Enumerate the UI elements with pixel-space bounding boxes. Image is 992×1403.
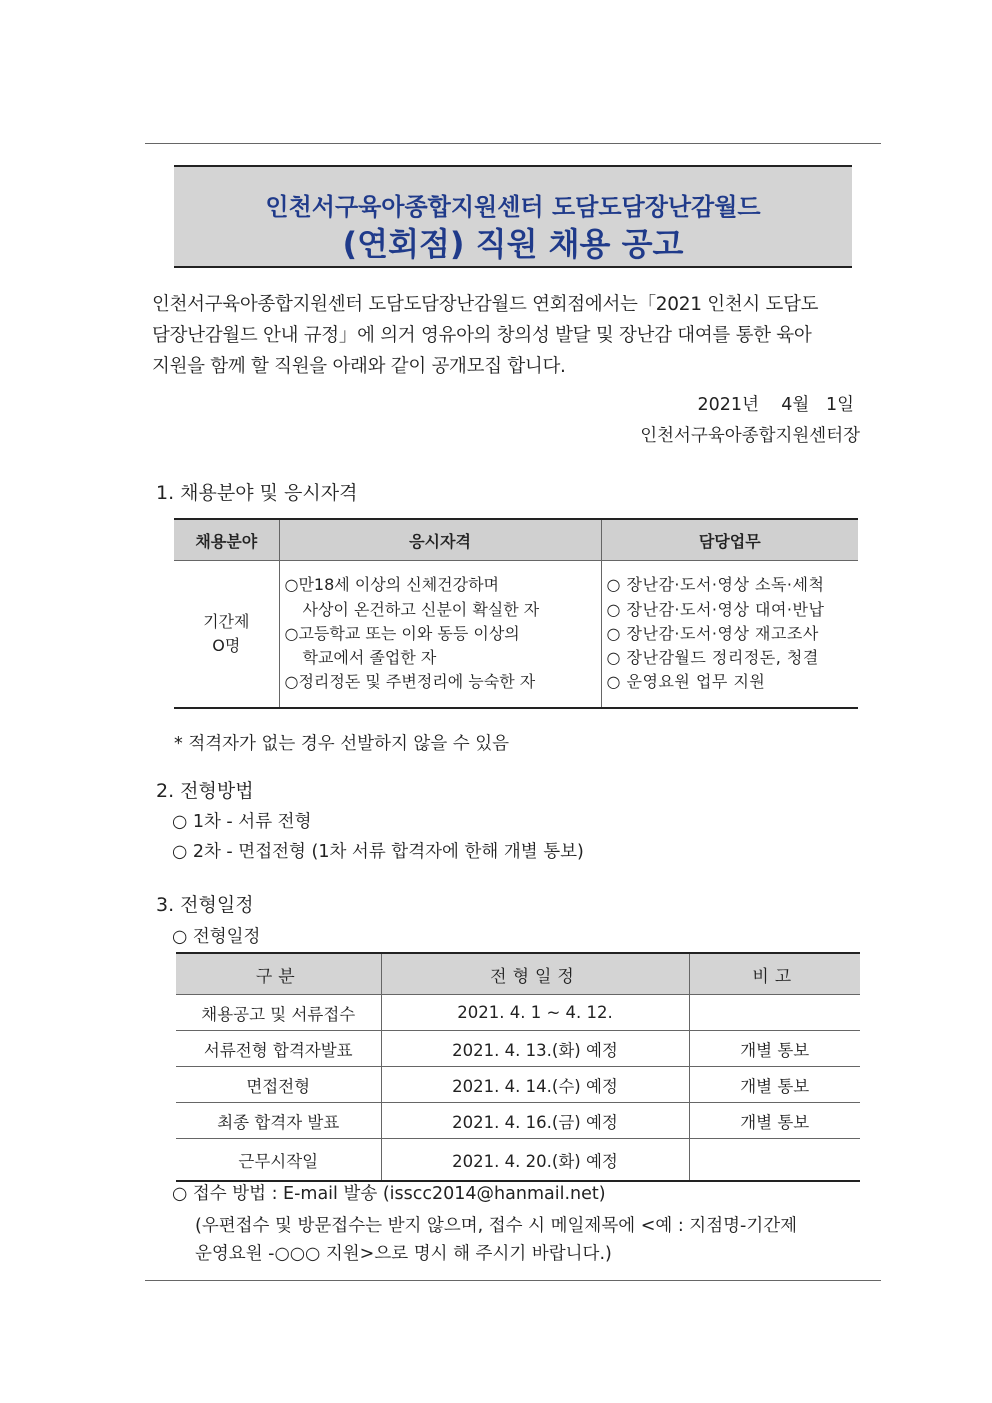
qualification-note: * 적격자가 없는 경우 선발하지 않을 수 있음 (174, 734, 510, 754)
submission-note-line: 운영요원 -○○○ 지원>으로 명시 해 주시기 바랍니다.) (195, 1244, 612, 1264)
table-row (176, 1139, 860, 1182)
duty-line: ○ 장난감·도서·영상 소독·세척 (606, 575, 825, 595)
row-date: 2021. 4. 1 ~ 4. 12. (381, 995, 689, 1031)
row-item: 면접전형 (176, 1067, 381, 1103)
issuer: 인천서구육아종합지원센터장 (640, 426, 860, 446)
category-type: 기간제 (203, 612, 250, 631)
bottom-rule (145, 1280, 881, 1281)
qualification-table (174, 518, 858, 709)
header-category: 채용분야 (174, 519, 279, 561)
row-item: 서류전형 합격자발표 (176, 1031, 381, 1067)
row-item: 채용공고 및 서류접수 (176, 995, 381, 1031)
table-row (176, 1067, 860, 1103)
section2-heading: 2. 전형방법 (156, 780, 254, 802)
qualification-line: ○만18세 이상의 신체건강하며 (284, 575, 500, 595)
category-cell (174, 561, 279, 709)
row-note (689, 1139, 860, 1182)
row-note (689, 995, 860, 1031)
selection-step: ○ 1차 - 서류 전형 (172, 812, 312, 832)
intro-line-2: 담장난감월드 안내 규정」에 의거 영유아의 창의성 발달 및 장난감 대여를 통한 육아 (152, 325, 812, 346)
qualification-line: ○정리정돈 및 주변정리에 능숙한 자 (284, 672, 536, 692)
row-note: 개별 통보 (689, 1103, 860, 1139)
submission-method: ○ 접수 방법 : E-mail 발송 (isscc2014@hanmail.net) (172, 1184, 606, 1204)
table-row (176, 1103, 860, 1139)
table-row (176, 1031, 860, 1067)
row-note: 개별 통보 (689, 1031, 860, 1067)
header-remarks: 비고 (689, 953, 860, 995)
duties-cell (601, 561, 858, 709)
row-item: 최종 합격자 발표 (176, 1103, 381, 1139)
title-box (174, 165, 852, 268)
title-line-1: 인천서구육아종합지원센터 도담도담장난감월드 (265, 193, 761, 221)
submission-note-line: (우편접수 및 방문접수는 받지 않으며, 접수 시 메일제목에 <예 : 지점명-기간제 (195, 1216, 798, 1236)
row-item: 근무시작일 (176, 1139, 381, 1182)
notice-date: 2021년 4월 1일 (697, 395, 854, 415)
duty-line: ○ 장난감월드 정리정돈, 청결 (606, 648, 819, 668)
title-line-2: (연회점) 직원 채용 공고 (342, 225, 684, 263)
duty-line: ○ 장난감·도서·영상 재고조사 (606, 623, 819, 643)
duty-line: ○ 운영요원 업무 지원 (606, 672, 766, 692)
qualification-line: ○고등학교 또는 이와 동등 이상의 (284, 623, 520, 643)
row-date: 2021. 4. 20.(화) 예정 (381, 1139, 689, 1182)
top-rule (145, 143, 881, 144)
schedule-table (176, 952, 860, 1182)
row-date: 2021. 4. 14.(수) 예정 (381, 1067, 689, 1103)
intro-line-1: 인천서구육아종합지원센터 도담도담장난감월드 연회점에서는「2021 인천시 도담도 (152, 294, 819, 315)
qualification-line: 학교에서 졸업한 자 (302, 648, 437, 668)
intro-line-3: 지원을 함께 할 직원을 아래와 같이 공개모집 합니다. (152, 356, 566, 377)
selection-step: ○ 2차 - 면접전형 (1차 서류 합격자에 한해 개별 통보) (172, 842, 584, 862)
qualification-line: 사상이 온건하고 신분이 확실한 자 (302, 599, 540, 619)
row-date: 2021. 4. 16.(금) 예정 (381, 1103, 689, 1139)
header-item: 구분 (176, 953, 381, 995)
section1-heading: 1. 채용분야 및 응시자격 (156, 482, 358, 504)
row-note: 개별 통보 (689, 1067, 860, 1103)
schedule-subheading: ○ 전형일정 (172, 927, 261, 947)
header-schedule: 전형일정 (381, 953, 689, 995)
header-duties: 담당업무 (601, 519, 858, 561)
header-qualifications: 응시자격 (279, 519, 601, 561)
qualifications-cell (279, 561, 601, 709)
section3-heading: 3. 전형일정 (156, 894, 254, 916)
table-row (176, 995, 860, 1031)
duty-line: ○ 장난감·도서·영상 대여·반납 (606, 599, 825, 619)
category-count: O명 (212, 636, 241, 655)
row-date: 2021. 4. 13.(화) 예정 (381, 1031, 689, 1067)
